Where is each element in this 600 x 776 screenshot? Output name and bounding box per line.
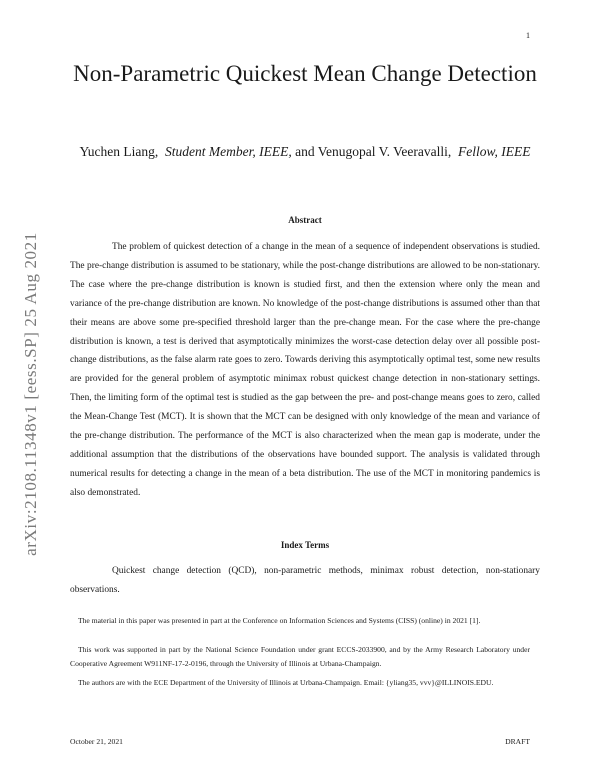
page-number: 1 [526, 31, 530, 40]
index-terms-text: Quickest change detection (QCD), non-parametric methods, minimax robust detection, non-stationary observations. [70, 566, 540, 595]
arxiv-identifier-stamp [11, 207, 51, 582]
footer-date: October 21, 2021 [70, 737, 123, 746]
author-2-name: and Venugopal V. Veeravalli, [295, 144, 452, 159]
paper-title: Non-Parametric Quickest Mean Change Detection [73, 61, 537, 86]
arxiv-identifier-text: arXiv:2108.11348v1 [eess.SP] 25 Aug 2021 [21, 232, 40, 556]
author-1-name: Yuchen Liang, [79, 144, 159, 159]
author-1-role: Student Member, IEEE, [165, 144, 292, 159]
footnote-affiliation: The authors are with the ECE Department of the University of Illinois at Urbana-Champaign. Email: {yliang35, vvv}@ILLINOIS.EDU. [78, 678, 494, 687]
index-terms-heading: Index Terms [280, 540, 330, 550]
author-line [70, 140, 540, 164]
footnote-funding: This work was supported in part by the National Science Foundation under grant ECCS-2033900, and by the Army Research Laboratory under Cooperative Agreement W911NF-17-2-0196, through the University of Illinois at Urbana-Champaign. [70, 645, 530, 669]
footnote-conference: The material in this paper was presented in part at the Conference on Information Sciences and Systems (CISS) (online) in 2021 [1]. [78, 616, 481, 625]
author-2-role: Fellow, IEEE [457, 144, 531, 159]
footer-draft-label: DRAFT [505, 737, 530, 746]
abstract-heading: Abstract [288, 215, 322, 225]
abstract-text: The problem of quickest detection of a change in the mean of a sequence of independent observations is studied. The pre-change distribution is assumed to be stationary, while the post-change distributions are allowed to be non-stationary. The case where the pre-change distribution is known is studied first, and then the extension where only the mean and variance of the pre-change distribution are known. No knowledge of the post-change distributions is assumed other than that their means are above some pre-specified threshold larger than the pre-change mean. For the case where the pre-change distribution is known, a test is derived that asymptotically minimizes the worst-case detection delay over all possible post-change distributions, as the false alarm rate goes to zero. Towards deriving this asymptotically optimal test, some new results are provided for the general problem of asymptotic minimax robust quickest change detection in non-stationary settings. Then, the limiting form of the optimal test is studied as the gap between the pre- and post-change means goes to zero, called the Mean-Change Test (MCT). It is shown that the MCT can be designed with only knowledge of the mean and variance of the pre-change distribution. The performance of the MCT is also characterized when the mean gap is moderate, under the additional assumption that the distributions of the observations have bounded support. The analysis is validated through numerical results for detecting a change in the mean of a beta distribution. The use of the MCT in monitoring pandemics is also demonstrated. [70, 242, 540, 498]
